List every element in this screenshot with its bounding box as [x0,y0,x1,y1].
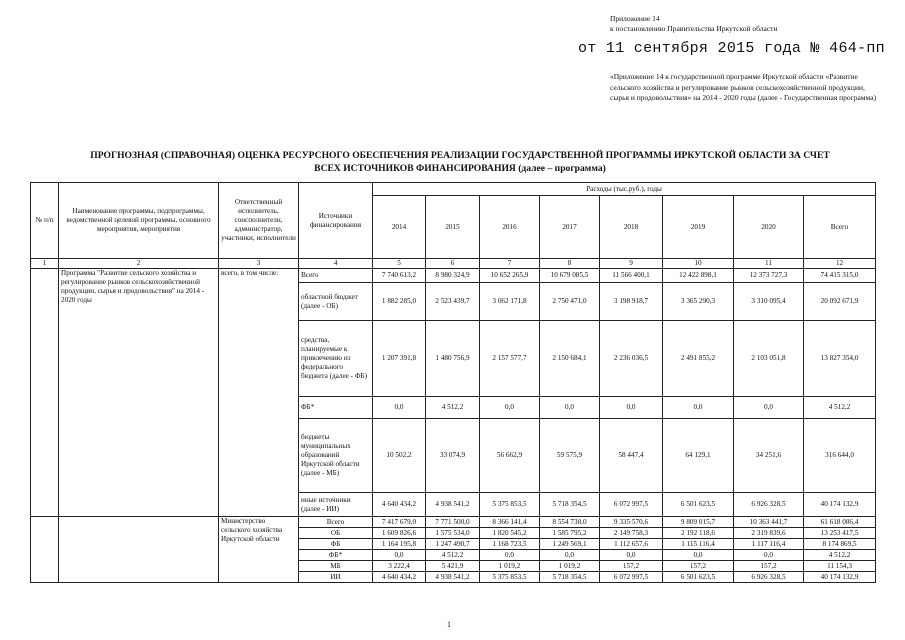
column-number-cell: 11 [734,259,804,269]
program-name-cell: Программа "Развитие сельского хозяйства и регулирование рынков сельскохозяйственной продукции, сырья и продовольствия" на 2014 - 2020 годы [59,269,219,517]
source-cell: средства, планируемые к привлечению из федерального бюджета (далее - ФБ) [299,321,373,397]
year-value-cell: 4 512,2 [426,550,480,561]
year-value-cell: 5 421,9 [426,561,480,572]
decree-ref-line: к постановлению Правительства Иркутской области [610,24,778,33]
source-cell: областной бюджет (далее - ОБ) [299,283,373,321]
total-value-cell: 61 618 086,4 [804,517,876,528]
year-value-cell: 7 740 613,2 [373,269,426,283]
annex-header [610,14,777,34]
table-row [31,269,876,283]
total-value-cell: 40 174 132,9 [804,572,876,583]
year-value-cell: 2 157 577,7 [480,321,540,397]
year-value-cell: 8 366 141,4 [480,517,540,528]
year-value-cell: 2 523 439,7 [426,283,480,321]
year-value-cell: 1 168 723,5 [480,539,540,550]
year-value-cell: 0,0 [373,550,426,561]
year-value-cell: 4 938 541,2 [426,572,480,583]
column-number-cell: 6 [426,259,480,269]
year-value-cell: 6 926 328,5 [734,572,804,583]
column-number-cell: 3 [219,259,299,269]
source-cell: ОБ [299,528,373,539]
year-value-cell: 1 609 826,6 [373,528,426,539]
year-value-cell: 1 247 490,7 [426,539,480,550]
year-value-cell: 0,0 [734,550,804,561]
year-value-cell: 2 236 036,5 [600,321,663,397]
col-header-expenses: Расходы (тыс.руб.), годы [373,183,876,196]
year-value-cell: 6 501 623,5 [663,493,734,517]
year-value-cell: 157,2 [734,561,804,572]
year-value-cell: 0,0 [600,397,663,419]
year-value-cell: 1 820 545,2 [480,528,540,539]
year-value-cell: 5 718 354,5 [540,493,600,517]
year-value-cell: 1 480 756,9 [426,321,480,397]
source-cell: ФБ* [299,397,373,419]
year-value-cell: 1 019,2 [540,561,600,572]
year-value-cell: 1 585 795,2 [540,528,600,539]
executor-cell: Министерство сельского хозяйства Иркутской области [219,517,299,583]
year-value-cell: 10 679 085,5 [540,269,600,283]
year-value-cell: 7 417 679,0 [373,517,426,528]
empty-name-cell [59,517,219,583]
year-value-cell: 56 662,9 [480,419,540,493]
year-value-cell: 1 112 657,6 [600,539,663,550]
year-value-cell: 11 566 400,1 [600,269,663,283]
year-header: 2018 [600,196,663,259]
year-value-cell: 6 072 997,5 [600,572,663,583]
year-value-cell: 3 365 290,3 [663,283,734,321]
year-value-cell: 2 103 051,8 [734,321,804,397]
year-value-cell: 8 554 738,0 [540,517,600,528]
year-value-cell: 0,0 [480,550,540,561]
year-value-cell: 6 501 623,5 [663,572,734,583]
year-value-cell: 34 251,6 [734,419,804,493]
year-value-cell: 5 375 853,5 [480,493,540,517]
total-value-cell: 40 174 132,9 [804,493,876,517]
row-number-cell [31,517,59,583]
year-value-cell: 6 926 328,5 [734,493,804,517]
year-value-cell: 3 222,4 [373,561,426,572]
row-number-cell [31,269,59,517]
year-value-cell: 4 640 434,2 [373,572,426,583]
year-value-cell: 1 249 569,1 [540,539,600,550]
year-value-cell: 157,2 [600,561,663,572]
source-cell: ИИ [299,572,373,583]
year-value-cell: 33 074,9 [426,419,480,493]
year-value-cell: 157,2 [663,561,734,572]
year-value-cell: 2 750 471,0 [540,283,600,321]
year-header: 2020 [734,196,804,259]
year-value-cell: 1 882 285,0 [373,283,426,321]
year-value-cell: 0,0 [663,550,734,561]
col-header-num: № п/п [31,183,59,259]
year-value-cell: 10 652 265,9 [480,269,540,283]
total-value-cell: 20 092 671,9 [804,283,876,321]
col-header-name: Наименование программы, подпрограммы, ведомственной целевой программы, основного мероприятия, мероприятия [59,183,219,259]
annex-line: Приложение 14 [610,14,660,23]
decree-stamp: от 11 сентября 2015 года № 464-пп [578,40,885,57]
table-row [31,517,876,528]
page-number: 1 [447,620,451,629]
column-number-cell: 10 [663,259,734,269]
year-value-cell: 0,0 [734,397,804,419]
source-cell: ФБ* [299,550,373,561]
source-cell: иные источники (далее - ИИ) [299,493,373,517]
year-value-cell: 6 072 997,5 [600,493,663,517]
year-value-cell: 3 310 095,4 [734,283,804,321]
total-value-cell: 316 644,0 [804,419,876,493]
year-header: 2014 [373,196,426,259]
year-value-cell: 9 335 570,6 [600,517,663,528]
program-annex-note: «Приложение 14 к государственной программе Иркутской области «Развитие сельского хозяйства и регулирование рынков сельскохозяйственной продукции, сырья и продовольствия» на 2014 - 2020 годы (далее - Государственная программа) [610,72,877,102]
column-number-cell: 8 [540,259,600,269]
column-number-cell: 9 [600,259,663,269]
year-value-cell: 2 192 118,6 [663,528,734,539]
col-header-sources: Источники финансирования [299,183,373,259]
source-cell: Всего [299,269,373,283]
year-header: 2015 [426,196,480,259]
document-title: ПРОГНОЗНАЯ (СПРАВОЧНАЯ) ОЦЕНКА РЕСУРСНОГО ОБЕСПЕЧЕНИЯ РЕАЛИЗАЦИИ ГОСУДАРСТВЕННОЙ ПРОГРАММЫ ИРКУТСКОЙ ОБЛАСТИ ЗА СЧЕТ ВСЕХ ИСТОЧНИКОВ ФИНАНСИРОВАНИЯ (далее – программа) [90,150,830,174]
year-value-cell: 1 164 195,8 [373,539,426,550]
column-number-cell: 7 [480,259,540,269]
year-value-cell: 0,0 [480,397,540,419]
year-value-cell: 4 640 434,2 [373,493,426,517]
total-value-cell: 4 512,2 [804,397,876,419]
year-value-cell: 12 422 898,1 [663,269,734,283]
year-value-cell: 4 938 541,2 [426,493,480,517]
source-cell: ФБ [299,539,373,550]
year-value-cell: 8 980 324,9 [426,269,480,283]
column-number-cell: 12 [804,259,876,269]
year-value-cell: 1 117 116,4 [734,539,804,550]
year-value-cell: 7 771 500,0 [426,517,480,528]
year-header: 2019 [663,196,734,259]
total-value-cell: 74 415 315,0 [804,269,876,283]
year-value-cell: 64 129,1 [663,419,734,493]
year-value-cell: 0,0 [373,397,426,419]
year-value-cell: 1 115 116,4 [663,539,734,550]
funding-table [30,182,876,583]
total-value-cell: 13 827 354,0 [804,321,876,397]
year-value-cell: 1 019,2 [480,561,540,572]
column-number-cell: 2 [59,259,219,269]
year-value-cell: 2 319 839,6 [734,528,804,539]
year-value-cell: 10 363 441,7 [734,517,804,528]
year-value-cell: 2 150 684,1 [540,321,600,397]
year-value-cell: 2 149 758,3 [600,528,663,539]
year-value-cell: 0,0 [540,397,600,419]
column-number-cell: 1 [31,259,59,269]
column-number-cell: 5 [373,259,426,269]
year-value-cell: 9 809 015,7 [663,517,734,528]
year-value-cell: 5 718 354,5 [540,572,600,583]
year-value-cell: 3 062 171,8 [480,283,540,321]
total-header: Всего [804,196,876,259]
executor-cell: всего, в том числе: [219,269,299,517]
source-cell: бюджеты муниципальных образований Иркутской области (далее - МБ) [299,419,373,493]
year-value-cell: 0,0 [600,550,663,561]
year-header: 2016 [480,196,540,259]
year-value-cell: 10 502,2 [373,419,426,493]
total-value-cell: 11 154,3 [804,561,876,572]
column-number-cell: 4 [299,259,373,269]
year-value-cell: 59 575,9 [540,419,600,493]
total-value-cell: 8 174 869,5 [804,539,876,550]
year-value-cell: 3 198 918,7 [600,283,663,321]
year-value-cell: 2 491 855,2 [663,321,734,397]
year-value-cell: 0,0 [540,550,600,561]
year-value-cell: 58 447,4 [600,419,663,493]
year-value-cell: 0,0 [663,397,734,419]
col-header-executor: Ответственный исполнитель, соисполнители, администратор, участники, исполнители [219,183,299,259]
source-cell: Всего [299,517,373,528]
year-value-cell: 5 375 853,5 [480,572,540,583]
total-value-cell: 13 253 417,5 [804,528,876,539]
year-header: 2017 [540,196,600,259]
source-cell: МБ [299,561,373,572]
year-value-cell: 1 207 391,8 [373,321,426,397]
year-value-cell: 1 575 534,0 [426,528,480,539]
total-value-cell: 4 512,2 [804,550,876,561]
year-value-cell: 12 373 727,3 [734,269,804,283]
year-value-cell: 4 512,2 [426,397,480,419]
